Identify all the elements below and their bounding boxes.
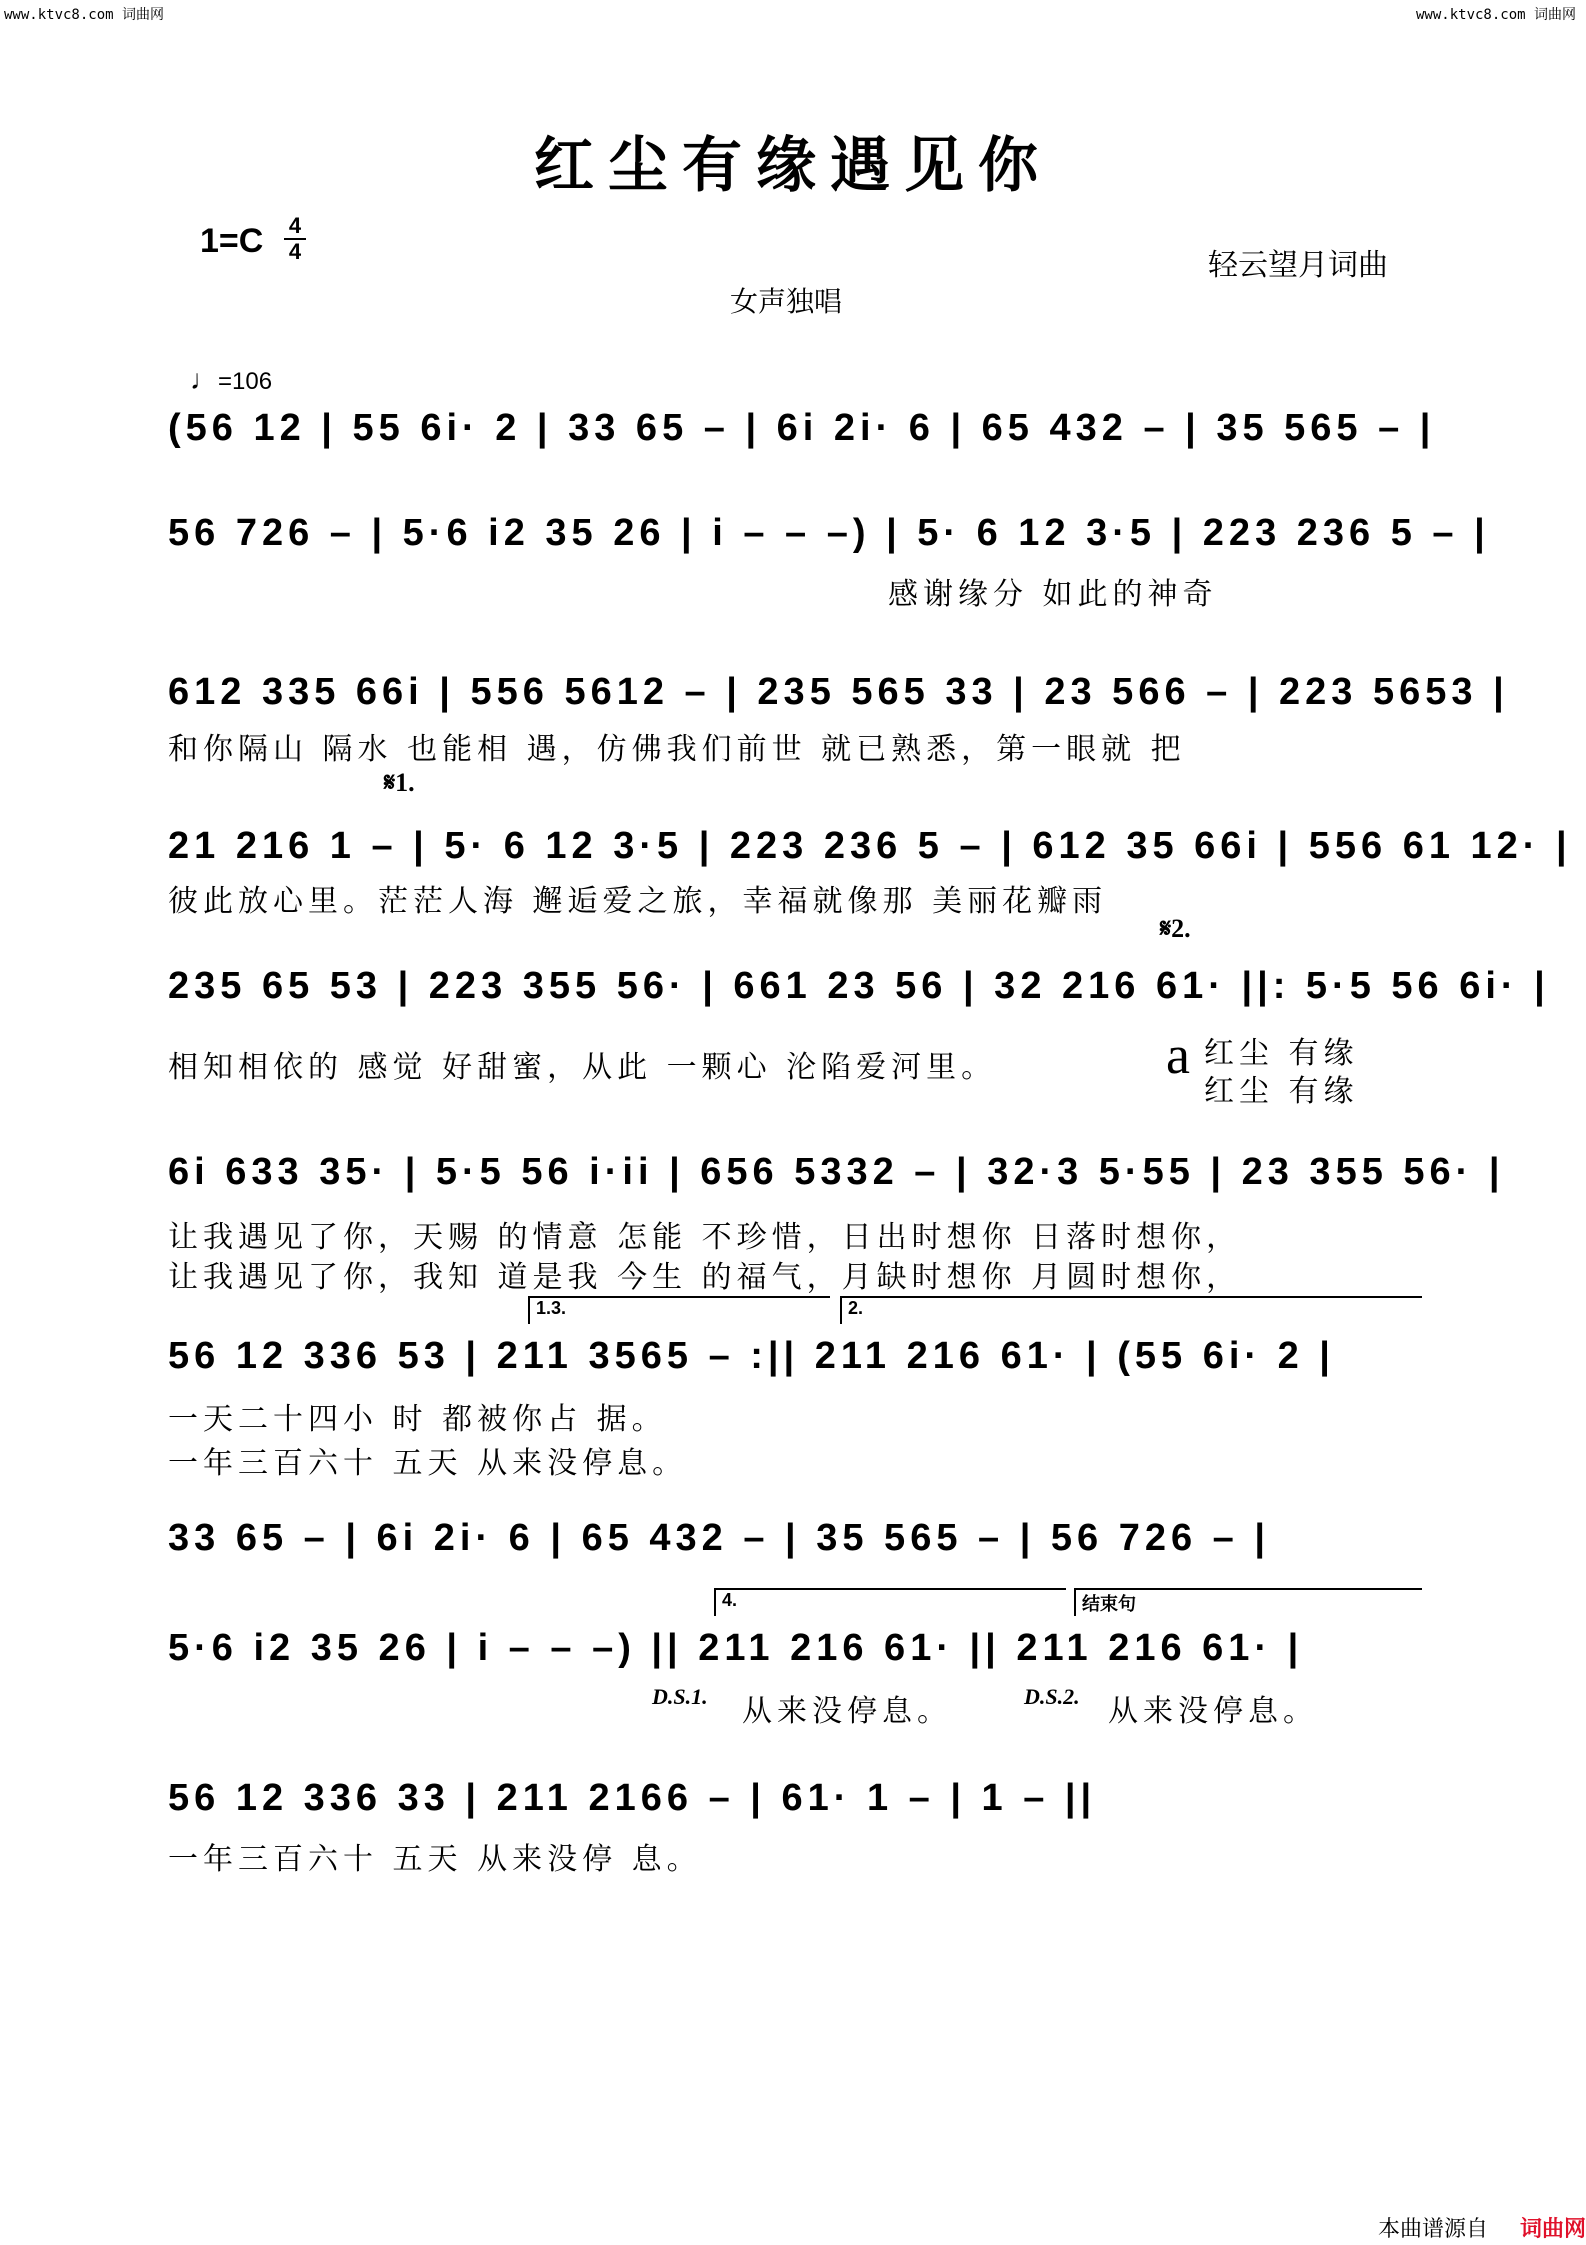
tempo-value: =106 bbox=[218, 368, 273, 395]
header-left: www.ktvc8.com 词曲网 bbox=[4, 7, 165, 23]
lyrics-line: 和你隔山 隔水 也能相 遇，仿佛我们前世 就已熟悉，第一眼就 把 bbox=[168, 732, 1186, 767]
lyrics-line: 让我遇见了你，天赐 的情意 怎能 不珍惜，日出时想你 日落时想你， bbox=[168, 1220, 1242, 1255]
song-title: 红尘有缘遇见你 bbox=[534, 131, 1052, 201]
notes-line: 235 65 53 | 223 355 56· | 661 23 56 | 32 216 61· ||: 5·5 56 6i· | bbox=[168, 964, 1550, 1007]
lyrics-line: 一年三百六十 五天 从来没停 息。 bbox=[168, 1842, 702, 1877]
ds-1-mark: D.S.1. bbox=[652, 1684, 708, 1709]
notes-line: 56 726 – | 5·6 i2 35 26 | i – – –) | 5· 6 12 3·5 | 223 236 5 – | bbox=[168, 511, 1490, 554]
lyrics-line-ds2: 从来没停息。 bbox=[1108, 1694, 1318, 1729]
time-signature-top: 4 bbox=[288, 213, 302, 238]
lyrics-line: 相知相依的 感觉 好甜蜜，从此 一颗心 沦陷爱河里。 bbox=[168, 1050, 997, 1085]
time-signature bbox=[282, 214, 308, 264]
notes-line: 612 335 66i | 556 5612 – | 235 565 33 | 23 566 – | 223 5653 | bbox=[168, 670, 1509, 713]
volta-4-bracket: 4. bbox=[714, 1588, 1066, 1616]
lyrics-line-a: 红尘 有缘 bbox=[1204, 1036, 1359, 1071]
key-signature: 1=C bbox=[200, 222, 264, 260]
notes-line: 33 65 – | 6i 2i· 6 | 65 432 – | 35 565 – | 56 726 – | bbox=[168, 1516, 1271, 1559]
ending-bracket: 结束句 bbox=[1074, 1588, 1422, 1616]
footer-site-logo: 词曲网 bbox=[1520, 2217, 1586, 2242]
verse-a-mark: a bbox=[1166, 1025, 1190, 1085]
author-credit: 轻云望月词曲 bbox=[1208, 248, 1388, 283]
lyrics-line: 感谢缘分 如此的神奇 bbox=[888, 577, 1218, 612]
notes-line: (56 12 | 55 6i· 2 | 33 65 – | 6i 2i· 6 | 65 432 – | 35 565 – | bbox=[168, 406, 1436, 449]
lyrics-line-2: 一年三百六十 五天 从来没停息。 bbox=[168, 1446, 688, 1481]
notes-line: 21 216 1 – | 5· 6 12 3·5 | 223 236 5 – | 612 35 66i | 556 61 12· | bbox=[168, 824, 1572, 867]
tempo-marking bbox=[190, 364, 272, 396]
lyrics-line: 彼此放心里。茫茫人海 邂逅爱之旅，幸福就像那 美丽花瓣雨 bbox=[168, 884, 1108, 919]
segno-1-mark: 𝄋1. bbox=[384, 768, 415, 797]
time-signature-bottom: 4 bbox=[288, 239, 302, 264]
notes-line: 6i 633 35· | 5·5 56 i·ii | 656 5332 – | 32·3 5·55 | 23 355 56· | bbox=[168, 1150, 1505, 1193]
volta-1-3-bracket: 1.3. bbox=[528, 1296, 830, 1324]
notes-line: 5·6 i2 35 26 | i – – –) || 211 216 61· || 211 216 61· | bbox=[168, 1626, 1304, 1669]
quarter-note-icon: ♩ bbox=[190, 364, 218, 395]
lyrics-line-b: 红尘 有缘 bbox=[1204, 1074, 1359, 1109]
lyrics-line-2: 让我遇见了你，我知 道是我 今生 的福气，月缺时想你 月圆时想你， bbox=[168, 1260, 1242, 1295]
notes-line: 56 12 336 33 | 211 2166 – | 61· 1 – | 1 – || bbox=[168, 1776, 1097, 1819]
segno-2-mark: 𝄋2. bbox=[1160, 914, 1191, 943]
singer-type: 女声独唱 bbox=[730, 285, 843, 318]
notes-line: 56 12 336 53 | 211 3565 – :|| 211 216 61· | (55 6i· 2 | bbox=[168, 1334, 1335, 1377]
ds-2-mark: D.S.2. bbox=[1024, 1684, 1080, 1709]
footer-source-label: 本曲谱源自 bbox=[1378, 2217, 1489, 2242]
lyrics-line: 一天二十四小 时 都被你占 据。 bbox=[168, 1402, 667, 1437]
volta-2-bracket: 2. bbox=[840, 1296, 1422, 1324]
lyrics-line-ds1: 从来没停息。 bbox=[742, 1694, 952, 1729]
header-right: www.ktvc8.com 词曲网 bbox=[1416, 7, 1577, 23]
